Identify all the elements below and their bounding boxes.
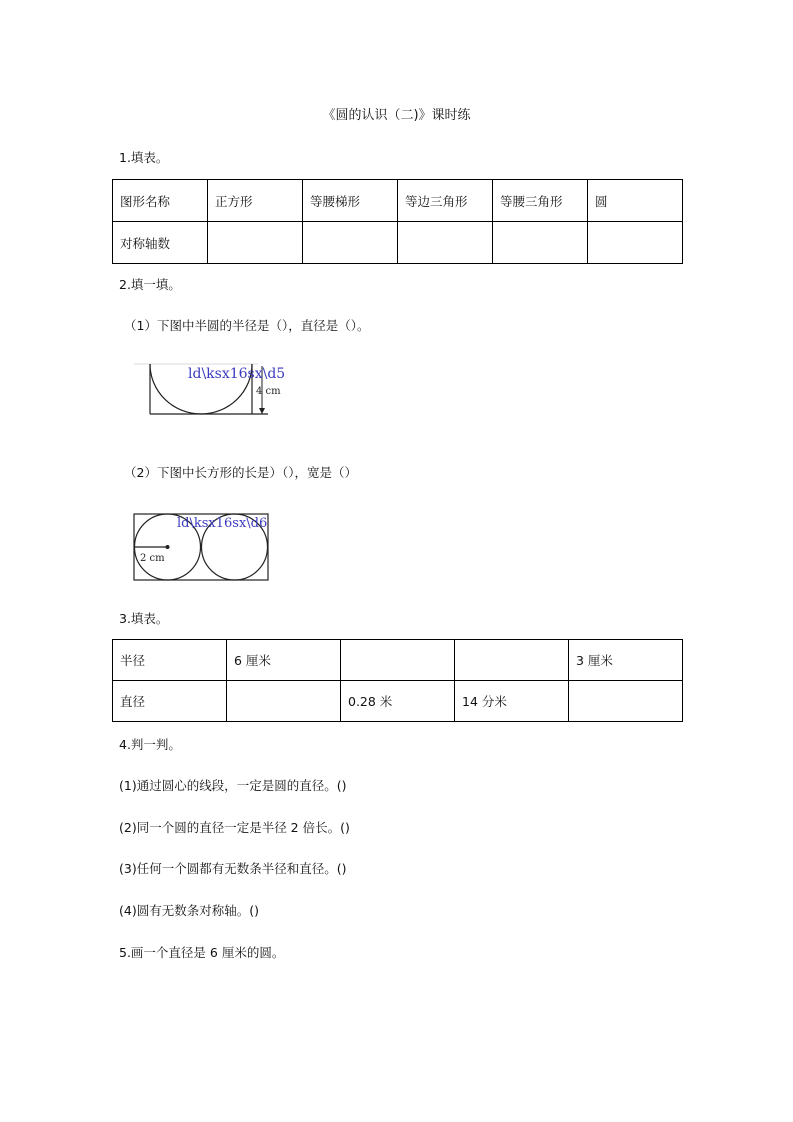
q2-heading: 2.填一填。 [119, 277, 181, 292]
answer-cell[interactable] [398, 222, 493, 264]
answer-cell[interactable] [208, 222, 303, 264]
q2-sub1-text: （1）下图中半圆的半径是（），直径是（）。 [124, 318, 370, 333]
dimension-label: 4 cm [256, 386, 281, 397]
answer-cell[interactable] [569, 681, 683, 722]
answer-cell[interactable] [493, 222, 588, 264]
q4-item-4: (4)圆有无数条对称轴。() [119, 903, 259, 918]
radius-label: 2 cm [140, 553, 165, 564]
table-cell: 0.28 米 [341, 681, 455, 722]
table-cell: 直径 [113, 681, 227, 722]
q4-item-3: (3)任何一个圆都有无数条半径和直径。() [119, 861, 347, 876]
table-cell: 对称轴数 [113, 222, 208, 264]
table-cell: 等腰梯形 [303, 180, 398, 222]
watermark-text: ld\ksx16sx\d5 [188, 366, 286, 382]
q4-heading: 4.判一判。 [119, 737, 181, 752]
table-row [113, 222, 683, 264]
answer-cell[interactable] [227, 681, 341, 722]
answer-cell[interactable] [588, 222, 683, 264]
table-cell: 等腰三角形 [493, 180, 588, 222]
table-cell: 圆 [588, 180, 683, 222]
q1-heading: 1.填表。 [119, 150, 169, 165]
symmetry-axis-table [112, 179, 683, 264]
two-circles-rectangle-figure [130, 510, 275, 585]
q3-heading: 3.填表。 [119, 611, 169, 626]
table-cell: 14 分米 [455, 681, 569, 722]
table-cell: 6 厘米 [227, 640, 341, 681]
semicircle-figure [128, 358, 288, 420]
table-row [113, 180, 683, 222]
q4-item-1: (1)通过圆心的线段，一定是圆的直径。() [119, 778, 347, 793]
table-cell: 3 厘米 [569, 640, 683, 681]
radius-diameter-table [112, 639, 683, 722]
answer-cell[interactable] [341, 640, 455, 681]
table-cell: 等边三角形 [398, 180, 493, 222]
answer-cell[interactable] [303, 222, 398, 264]
table-row [113, 640, 683, 681]
watermark-text: ld\ksx16sx\d6 [177, 516, 268, 531]
q4-item-2: (2)同一个圆的直径一定是半径 2 倍长。() [119, 820, 350, 835]
table-cell: 半径 [113, 640, 227, 681]
answer-cell[interactable] [455, 640, 569, 681]
table-cell: 图形名称 [113, 180, 208, 222]
page-title: 《圆的认识（二)》课时练 [322, 108, 471, 123]
q2-sub2-text: （2）下图中长方形的长是）（），宽是（） [124, 465, 357, 480]
table-row [113, 681, 683, 722]
q5-heading: 5.画一个直径是 6 厘米的圆。 [119, 945, 285, 960]
table-cell: 正方形 [208, 180, 303, 222]
